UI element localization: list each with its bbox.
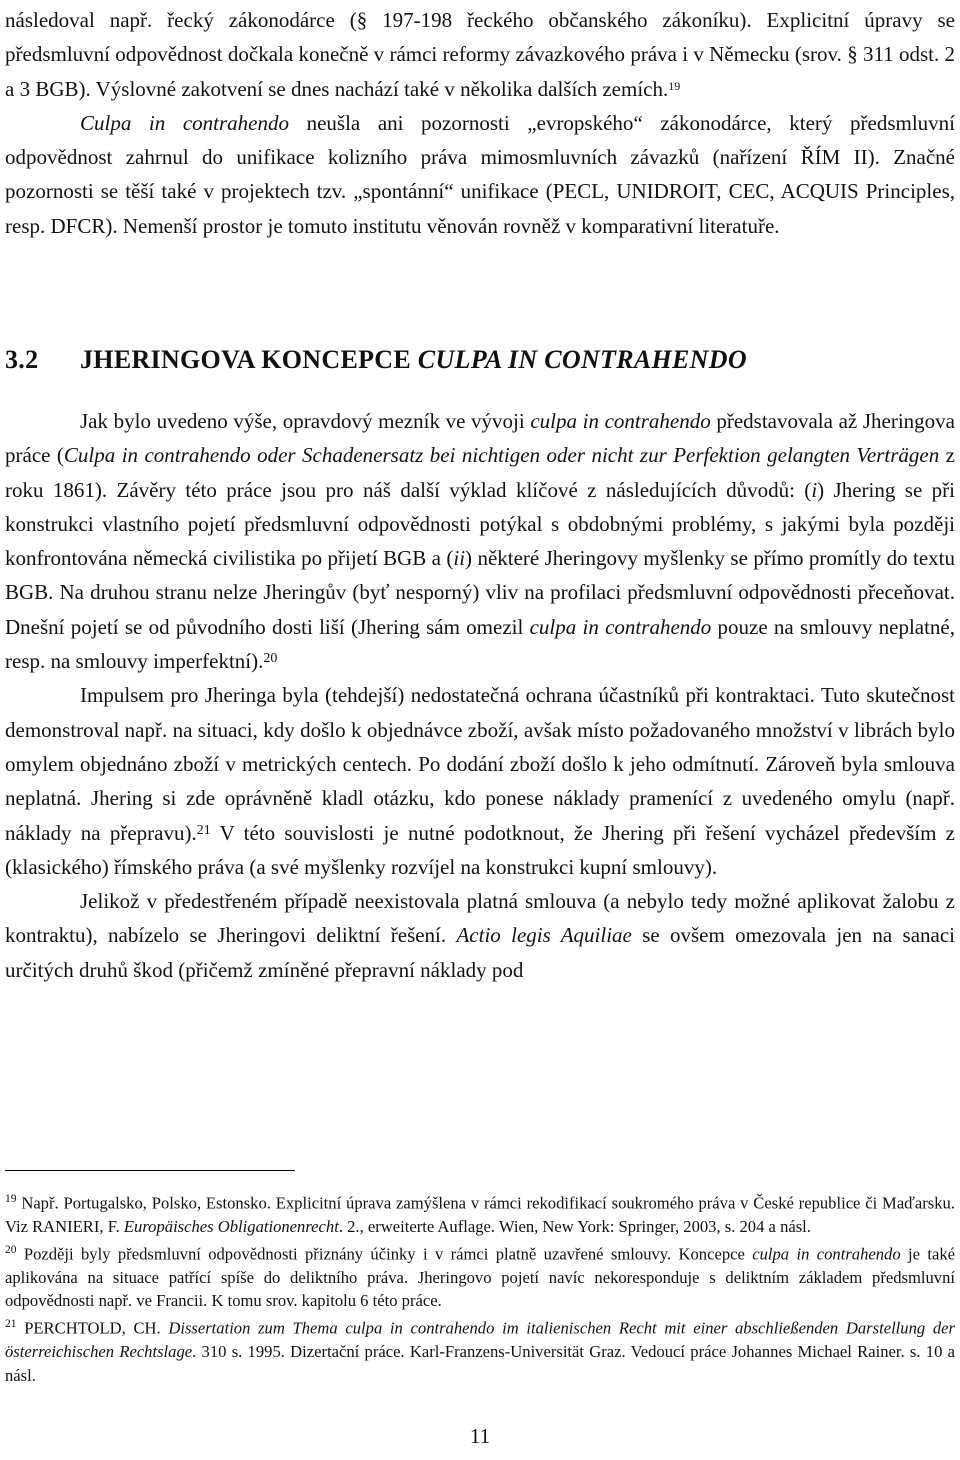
text-run: ) Jhering se při konstrukci vlastního pojetí předsmluvní odpovědnosti potýkal s obdobnými problémy, s jakými byla později konfrontována německá civilistika po přijetí BGB a ( <box>5 477 955 571</box>
section-title: JHERINGOVA KONCEPCE <box>80 345 418 374</box>
text-run: představovala až Jheringova práce ( <box>5 409 955 468</box>
footnote-19 <box>5 1188 955 1239</box>
paragraph-jhering-work <box>5 404 955 678</box>
footnote-21 <box>5 1313 955 1387</box>
section-body <box>5 404 955 987</box>
paragraph-impulse <box>5 678 955 884</box>
paragraph-delict-solution <box>5 884 955 987</box>
footnote-ref-19: 19 <box>668 78 681 93</box>
text-run: Např. Portugalsko, Polsko, Estonsko. Explicitní úprava zamýšlena v rámci rekodifikací soukromého práva v České republice či Maďarsku. Viz RANIERI, F. <box>5 1193 955 1237</box>
paragraph-text: neušla ani pozornosti „evropského“ zákonodárce, který předsmluvní odpovědnost zahrnul do unifikace kolizního práva mimosmluvních závazků (nařízení ŘÍM II). Značné pozornosti se těší také v projektech tzv. „spontánní“ unifikace (PECL, UNIDROIT, CEC, ACQUIS Principles, resp. DFCR). Nemenší prostor je tomuto institutu věnován rovněž v komparativní literatuře. <box>5 110 955 238</box>
text-run: pouze na smlouvy neplatné, resp. na smlouvy imperfektní). <box>5 614 956 674</box>
footnote-number: 20 <box>5 1243 17 1256</box>
italic-enum: ii <box>453 546 466 571</box>
footnote-20 <box>5 1239 955 1313</box>
italic-term: culpa in contrahendo <box>529 614 712 639</box>
text-run: Později byly předsmluvní odpovědnosti přiznány účinky i v rámci platně uzavřené smlouvy. Koncepce <box>16 1244 753 1264</box>
section-title-italic: CULPA IN CONTRAHENDO <box>417 345 747 374</box>
paragraph-culpa-attention <box>5 106 955 243</box>
footnote-number: 21 <box>5 1318 17 1331</box>
text-run: se ovšem omezovala jen na sanaci určitých druhů škod (přičemž zmíněné přepravní náklady pod <box>5 923 955 982</box>
text-run: z roku 1861). Závěry této práce jsou pro náš další výklad klíčové z následujících důvodů: ( <box>5 443 955 502</box>
paragraph-text: následoval např. řecký zákonodárce (§ 197-198 řeckého občanského zákoníku). Explicitní úpravy se předsmluvní odpovědnost dočkala konečně v rámci reformy závazkového práva i v Německu (srov. § 311 odst. 2 a 3 BGB). Výslovné zakotvení se dnes nachází také v několika dalších zemích. <box>5 8 955 101</box>
footnote-ref-21: 21 <box>196 822 211 838</box>
italic-title: Culpa in contrahendo oder Schadenersatz bei nichtigen oder nicht zur Perfektion gelangten Verträgen <box>63 443 940 468</box>
footnote-number: 19 <box>5 1193 17 1205</box>
paragraph-continued <box>5 3 955 106</box>
section-heading <box>5 343 955 377</box>
footnote-separator <box>5 1170 295 1171</box>
italic-term: Actio legis Aquiliae <box>456 923 632 948</box>
italic-title: Dissertation zum Thema culpa in contrahendo im italienischen Recht mit einer abschließenden Darstellung der österreichischen Rechtslage <box>5 1318 955 1362</box>
italic-term: culpa in contrahendo <box>530 409 711 433</box>
page-number: 11 <box>469 1424 491 1448</box>
text-run: Jak bylo uvedeno výše, opravdový mezník ve vývoji <box>80 409 531 433</box>
text-run: . 310 s. 1995. Dizertační práce. Karl-Franzens-Universität Graz. Vedoucí práce Johannes Michael Rainer. s. 10 a násl. <box>5 1342 955 1385</box>
text-run: V této souvislosti je nutné podotknout, že Jhering při řešení vycházel především z (klasického) římského práva (a své myšlenky rozvíjel na konstrukci kupní smlouvy). <box>5 820 955 879</box>
italic-title: Europäisches Obligationenrecht <box>123 1217 339 1237</box>
text-run: PERCHTOLD, CH. <box>16 1318 169 1338</box>
text-run: je také aplikována na situace patřící spíše do deliktního práva. Jheringovo pojetí navíc nekoresponduje s deliktním základem předsmluvní odpovědnosti např. ve Francii. K tomu srov. kapitolu 6 této práce. <box>5 1244 955 1311</box>
footnotes <box>5 1188 955 1387</box>
text-run: Jelikož v předestřeném případě neexistovala platná smlouva (a nebylo tedy možné aplikovat žalobu z kontraktu), nabízelo se Jheringovi deliktní řešení. <box>5 889 955 948</box>
italic-term: Culpa in contrahendo <box>80 110 289 135</box>
section-number: 3.2 <box>5 345 39 374</box>
footnote-ref-20: 20 <box>263 651 278 667</box>
text-run: ) některé Jheringovy myšlenky se přímo promítly do textu BGB. Na druhou stranu nelze Jheringův (byť nesporný) vliv na profilaci předsmluvní odpovědnosti přeceňovat. Dnešní pojetí se od původního dosti liší (Jhering sám omezil <box>5 546 956 639</box>
text-run: Impulsem pro Jheringa byla (tehdejší) nedostatečná ochrana účastníků při kontraktaci. Tuto skutečnost demonstroval např. na situaci, kdy došlo k objednávce zboží, avšak místo požadovaného množství v librách bylo omylem objednáno zboží v metrických centech. Po dodání zboží došlo k jeho odmítnutí. Zároveň byla smlouva neplatná. Jhering si zde oprávněně kladl otázku, kdo ponese náklady pramenící z uvedeného omylu (např. náklady na přepravu). <box>5 683 955 845</box>
intro-section <box>5 3 955 243</box>
text-run: . 2., erweiterte Auflage. Wien, New York: Springer, 2003, s. 204 a násl. <box>338 1217 811 1237</box>
italic-term: culpa in contrahendo <box>752 1244 901 1264</box>
italic-enum: i <box>811 477 818 502</box>
